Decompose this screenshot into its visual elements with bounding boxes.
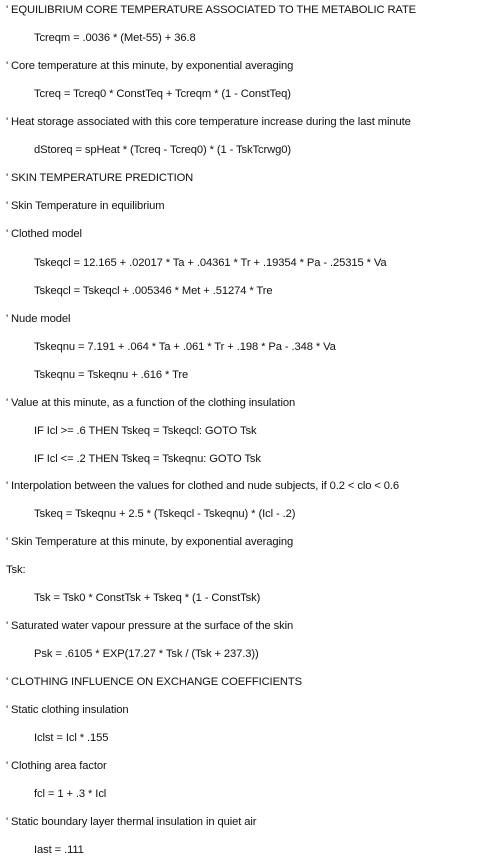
code-line: Tskeqcl = 12.165 + .02017 * Ta + .04361 * Tr + .19354 * Pa - .25315 * Va bbox=[34, 257, 387, 269]
comment-line: ' Core temperature at this minute, by exponential averaging bbox=[6, 60, 294, 72]
code-line: dStoreq = spHeat * (Tcreq - Tcreq0) * (1 - TskTcrwg0) bbox=[34, 144, 291, 156]
code-line: IF Icl <= .2 THEN Tskeq = Tskeqnu: GOTO Tsk bbox=[34, 453, 261, 465]
code-line: Tcreq = Tcreq0 * ConstTeq + Tcreqm * (1 - ConstTeq) bbox=[34, 88, 291, 100]
comment-line: ' Skin Temperature at this minute, by exponential averaging bbox=[6, 536, 294, 548]
comment-line: ' Clothing area factor bbox=[6, 760, 107, 772]
comment-line: ' EQUILIBRIUM CORE TEMPERATURE ASSOCIATED TO THE METABOLIC RATE bbox=[6, 4, 417, 16]
code-line: Iclst = Icl * .155 bbox=[34, 732, 109, 744]
code-line: Iast = .111 bbox=[34, 844, 84, 856]
code-line: IF Icl >= .6 THEN Tskeq = Tskeqcl: GOTO Tsk bbox=[34, 425, 257, 437]
comment-line: ' SKIN TEMPERATURE PREDICTION bbox=[6, 172, 194, 184]
comment-line: ' Value at this minute, as a function of the clothing insulation bbox=[6, 397, 296, 409]
code-line: Tskeqcl = Tskeqcl + .005346 * Met + .51274 * Tre bbox=[34, 285, 273, 297]
comment-line: ' Skin Temperature in equilibrium bbox=[6, 200, 165, 212]
code-line: Psk = .6105 * EXP(17.27 * Tsk / (Tsk + 237.3)) bbox=[34, 648, 259, 660]
comment-line: ' Clothed model bbox=[6, 228, 82, 240]
comment-line: ' CLOTHING INFLUENCE ON EXCHANGE COEFFICIENTS bbox=[6, 676, 303, 688]
code-line: Tskeq = Tskeqnu + 2.5 * (Tskeqcl - Tskeqnu) * (Icl - .2) bbox=[34, 508, 296, 520]
comment-line: ' Saturated water vapour pressure at the surface of the skin bbox=[6, 620, 294, 632]
code-line: Tskeqnu = 7.191 + .064 * Ta + .061 * Tr + .198 * Pa - .348 * Va bbox=[34, 341, 336, 353]
code-line: Tcreqm = .0036 * (Met-55) + 36.8 bbox=[34, 32, 196, 44]
code-line: fcl = 1 + .3 * Icl bbox=[34, 788, 107, 800]
comment-line: ' Static boundary layer thermal insulation in quiet air bbox=[6, 816, 257, 828]
comment-line: ' Nude model bbox=[6, 313, 71, 325]
comment-line: ' Interpolation between the values for clothed and nude subjects, if 0.2 < clo < 0.6 bbox=[6, 480, 400, 492]
code-line: Tsk = Tsk0 * ConstTsk + Tskeq * (1 - ConstTsk) bbox=[34, 592, 261, 604]
code-line: Tskeqnu = Tskeqnu + .616 * Tre bbox=[34, 369, 189, 381]
code-label: Tsk: bbox=[6, 564, 26, 576]
comment-line: ' Heat storage associated with this core temperature increase during the last minute bbox=[6, 116, 411, 128]
comment-line: ' Static clothing insulation bbox=[6, 704, 129, 716]
